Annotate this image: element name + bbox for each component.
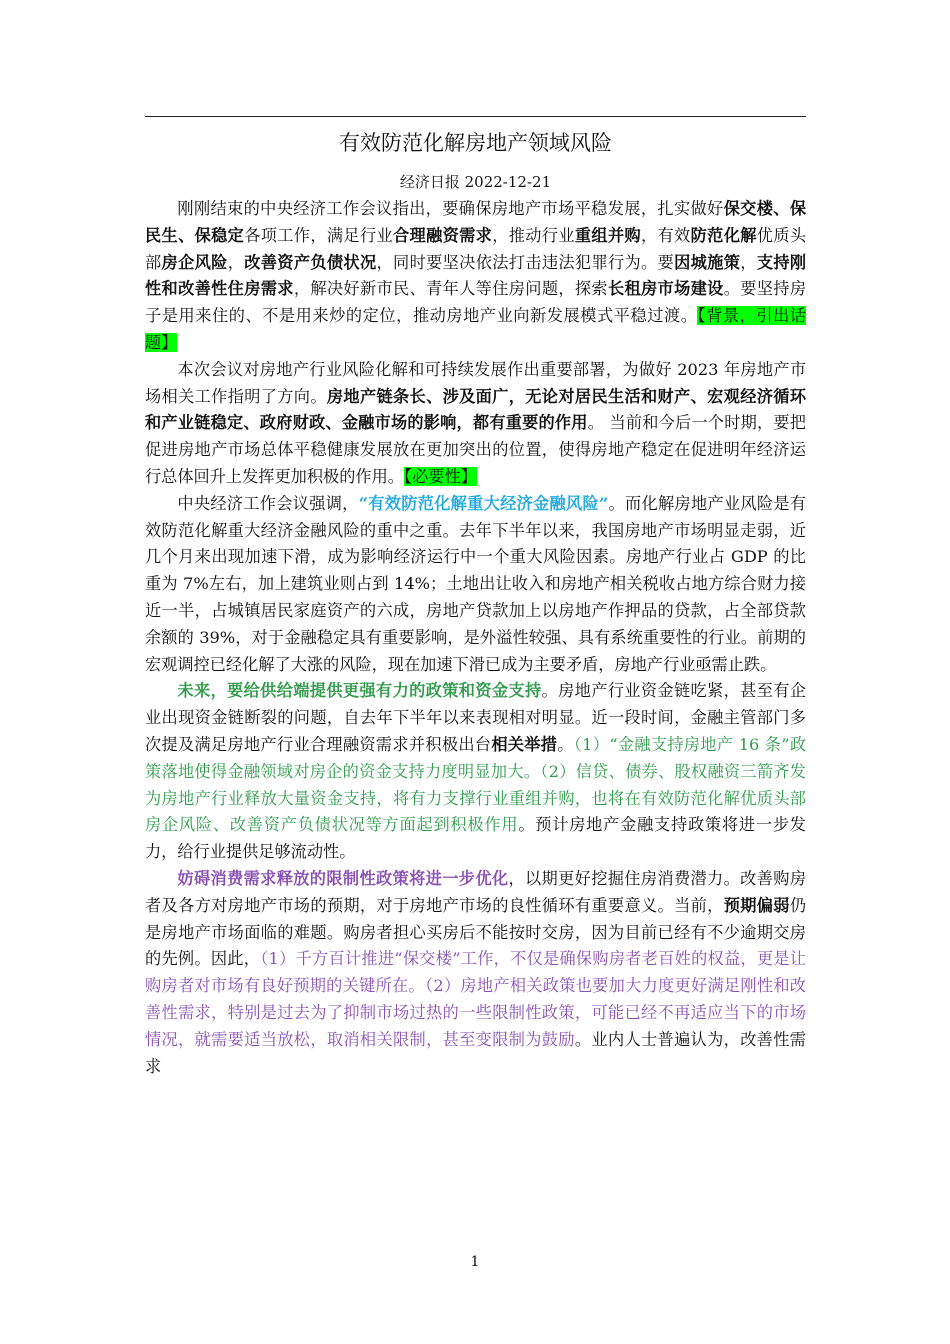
text: 仍是房地产市场面临的难题。购房者担心买房后不能按时交房，因为目前已经有不少逾期交房的先例。因此，: [145, 895, 807, 969]
bold-phrase: 保交楼、保民生、保稳定: [145, 199, 807, 245]
bold-phrase: 房地产链条长、涉及面广，无论对居民生活和财产、宏观经济循环和产业链稳定、政府财政、金融市场的影响，都有重要的作用: [145, 386, 807, 433]
text: 中央经济工作会议强调，: [177, 493, 359, 513]
text: ，: [740, 252, 757, 272]
text: ，解决好新市民、青年人等住房问题，探索: [293, 279, 608, 299]
header-rule: [145, 116, 806, 117]
text: 。 当前和今后一个时期，要把促进房地产市场总体平稳健康发展放在更加突出的位置，使得房地产稳定在促进明年经济运行总体回升上发挥更加积极的作用。: [145, 413, 806, 486]
text: 。要坚持房子是用来住的、不是用来炒的定位，推动房地产业向新发展模式平稳过渡。: [145, 279, 807, 326]
text: 。预计房地产金融支持政策将进一步发力，给行业提供足够流动性。: [145, 815, 806, 862]
text: ，同时要坚决依法打击违法犯罪行为。要: [376, 252, 675, 272]
bold-phrase: 支持刚性和改善性住房需求: [145, 252, 807, 299]
bold-phrase: 相关举措: [491, 734, 558, 754]
article-body: [145, 196, 806, 1080]
text: ，推动行业: [492, 225, 575, 245]
text: ，: [227, 252, 245, 272]
article-source-date: 经济日报 2022-12-21: [399, 173, 552, 191]
article-title: 有效防范化解房地产领域风险: [339, 131, 612, 155]
page-number: 1: [470, 1254, 480, 1270]
bold-phrase: 合理融资需求: [393, 225, 493, 245]
bold-phrase: 预期偏弱: [723, 895, 790, 915]
text: 优质头部: [145, 225, 807, 272]
text: 各项工作，满足行业: [244, 225, 394, 245]
text: 本次会议对房地产行业风险化解和可持续发展作出重要部署，为做好 2023 年房地产市场相关工作指明了方向。: [145, 359, 806, 406]
green-heading-phrase: 未来，要给供给端提供更强有力的政策和资金支持: [177, 681, 542, 701]
text: 刚刚结束的中央经济工作会议指出，要确保房地产市场平稳发展，扎实做好: [177, 199, 724, 218]
bold-phrase: 防范化解: [690, 225, 757, 245]
bold-phrase: 改善资产负债状况: [244, 252, 377, 272]
text: ，以期更好挖掘住房消费潜力。改善购房者及各方对房地产市场的预期，对于房地产市场的良性循环有重要意义。当前，: [145, 868, 807, 915]
paragraph-2: [145, 357, 806, 491]
text: 。: [557, 734, 574, 754]
purple-policy-list: （1）千方百计推进“保交楼”工作，不仅是确保购房者老百姓的权益，更是让购房者对市场有良好预期的关键所在。（2）房地产相关政策也要加大力度更好满足刚性和改善性需求，特别是过去为了抑制市场过热的一些限制性政策，可能已经不再适应当下的市场情况，就需要适当放松，取消相关限制，甚至变限制为鼓励: [145, 949, 807, 1049]
text: ，有效: [641, 225, 691, 245]
paragraph-1: [145, 196, 806, 357]
highlight-quote: “有效防范化解重大经济金融风险”: [358, 493, 609, 513]
annotation-tag-background: 【背景，引出话题】: [145, 306, 807, 352]
text: 。房地产行业资金链吃紧，甚至有企业出现资金链断裂的问题，自去年下半年以来表现相对明显。近一段时间，金融主管部门多次提及满足房地产行业合理融资需求并积极出台: [145, 681, 807, 754]
bold-phrase: 房企风险: [161, 252, 228, 272]
text: 。而化解房地产业风险是有效防范化解重大经济金融风险的重中之重。去年下半年以来，我国房地产市场明显走弱，近几个月来出现加速下滑，成为影响经济运行中一个重大风险因素。房地产行业占 GDP 的比重为 7%左右，加上建筑业则占到 14%；土地出让收入和房地产相关税收占地方综合财力接近一半，占城镇居民家庭资产的六成，房地产贷款加上以房地产作押品的贷款，占全部贷款余额的 39%，对于金融稳定具有重要影响，是外溢性较强、具有系统重要性的行业。前期的宏观调控已经化解了大涨的风险，现在加速下滑已成为主要矛盾，房地产行业亟需止跌。: [145, 493, 807, 674]
paragraph-3: [145, 491, 806, 679]
annotation-tag-necessity: 【必要性】: [404, 466, 477, 486]
bold-phrase: 因城施策: [674, 252, 741, 272]
paragraph-5: [145, 866, 806, 1080]
bold-phrase: 长租房市场建设: [607, 279, 724, 299]
green-policy-list: （1）“金融支持房地产 16 条”政策落地使得金融领域对房企的资金支持力度明显加大。（2）信贷、债券、股权融资三箭齐发为房地产行业释放大量资金支持，将有力支撑行业重组并购，也将在有效防范化解优质头部房企风险、改善资产负债状况等方面起到积极作用: [145, 734, 807, 835]
text: 。业内人士普遍认为，改善性需求: [145, 1029, 806, 1076]
paragraph-4: [145, 678, 806, 866]
bold-phrase: 重组并购: [574, 225, 642, 245]
purple-heading-phrase: 妨碍消费需求释放的限制性政策将进一步优化: [177, 868, 509, 888]
